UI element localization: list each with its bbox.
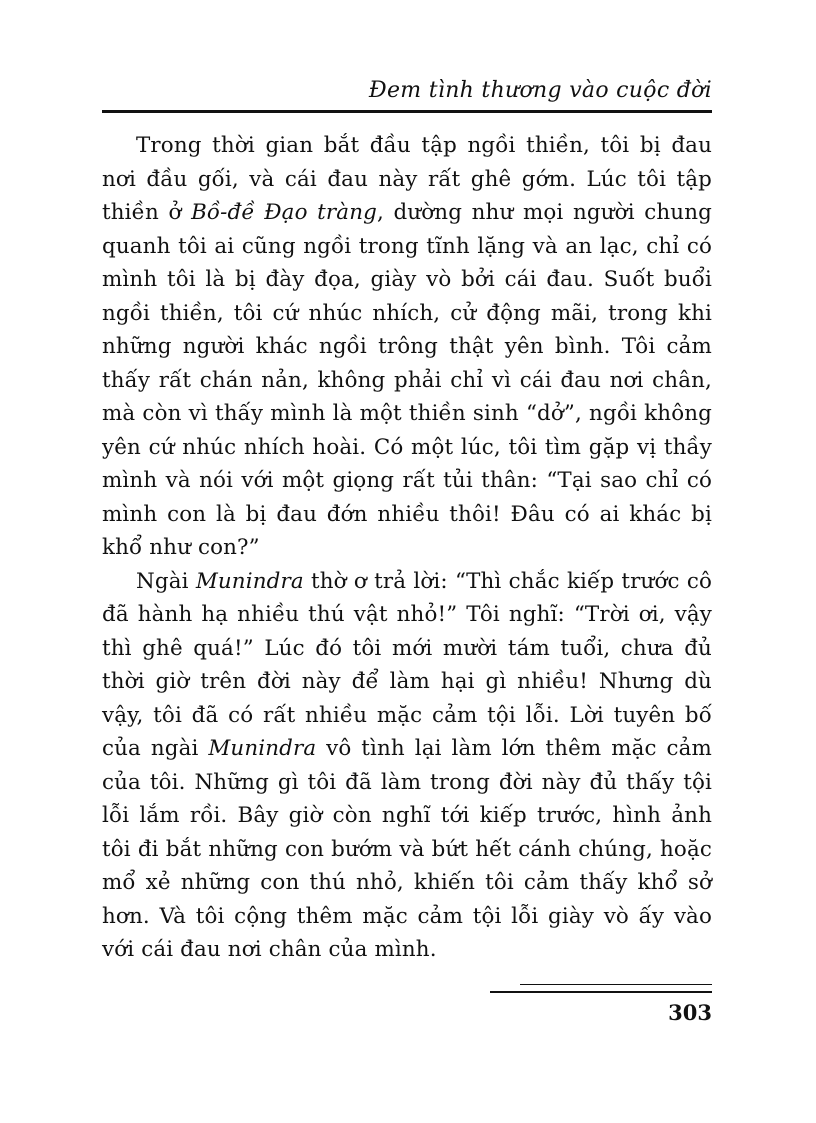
paragraph-2-text: Ngài (136, 568, 196, 594)
paragraph-1-text-cont: , dường như mọi người chung quanh tôi ai cũng ngồi trong tĩnh lặng và an lạc, chỉ có mình tôi là bị đày đọa, giày vò bởi cái đau. Suốt buổi ngồi thiền, tôi cứ nhúc nhích, cử động mãi, trong khi những người khác ngồi trông thật yên bình. Tôi cảm thấy rất chán nản, không phải chỉ vì cái đau nơi chân, mà còn vì thấy mình là một thiền sinh “dở”, ngồi không yên cứ nhúc nhích hoài. Có một lúc, tôi tìm gặp vị thầy mình và nói với một giọng rất tủi thân: “Tại sao chỉ có mình con là bị đau đớn nhiều thôi! Đâu có ai khác bị khổ như con?” (102, 200, 712, 560)
paragraph-2-text-cont: thờ ơ trả lời: “Thì chắc kiếp trước cô đã hành hạ nhiều thú vật nhỏ!” Tôi nghĩ: “Trời ơi, vậy thì ghê quá!” Lúc đó tôi mới mười tám tuổi, chưa đủ thời giờ trên đời này để làm hại gì nhiều! Nhưng dù vậy, tôi đã có rất nhiều mặc cảm tội lỗi. Lời tuyên bố của ngài (102, 568, 712, 761)
body-text (102, 129, 712, 967)
paragraph-1 (102, 129, 712, 565)
footer-rule-top (520, 984, 712, 985)
paragraph-2-text-end: vô tình lại làm lớn thêm mặc cảm của tôi. Những gì tôi đã làm trong đời này đủ thấy tội lỗi lắm rồi. Bây giờ còn nghĩ tới kiếp trước, hình ảnh tôi đi bắt những con bướm và bứt hết cánh chúng, hoặc mổ xẻ những con thú nhỏ, khiến tôi cảm thấy khổ sở hơn. Và tôi cộng thêm mặc cảm tội lỗi giày vò ấy vào với cái đau nơi chân của mình. (102, 736, 712, 962)
header-title: Đem tình thương vào cuộc đời (368, 78, 712, 103)
running-header (102, 72, 712, 113)
footer-rule-bottom (490, 991, 712, 993)
teacher-name-emphasis-2: Munindra (208, 736, 317, 761)
paragraph-1-text: Trong thời gian bắt đầu tập ngồi thiền, tôi bị đau nơi đầu gối, và cái đau này rất ghê gớm. Lúc tôi tập thiền ở (102, 133, 712, 225)
place-name-emphasis: Bồ-đề Đạo tràng (191, 200, 377, 225)
paragraph-2 (102, 565, 712, 967)
page-number: 303 (668, 1000, 712, 1025)
teacher-name-emphasis: Munindra (195, 568, 304, 594)
